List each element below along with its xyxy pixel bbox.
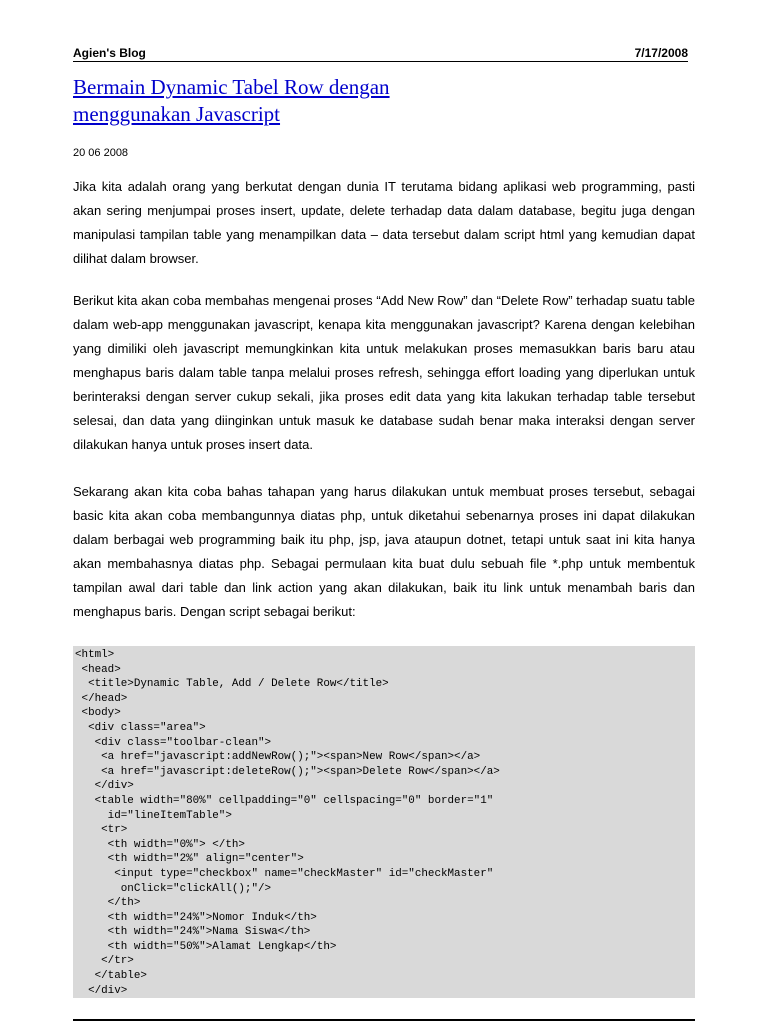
post-date: 20 06 2008 <box>73 147 129 159</box>
code-line: <div class="area"> <box>75 721 206 734</box>
code-block <box>73 646 695 998</box>
code-line: <div class="toolbar-clean"> <box>75 736 272 749</box>
paragraph-2: Berikut kita akan coba membahas mengenai proses “Add New Row” dan “Delete Row” terhadap suatu table dalam web-app menggunakan javascript, kenapa kita menggunakan javascript? Karena dengan kelebihan yang dimiliki oleh javascript memungkinkan kita untuk melakukan proses memasukkan baris baru atau menghapus baris dalam table tanpa melalui proses refresh, sehingga effort loading yang diperlukan untuk berinteraksi dengan server cukup sekali, jika proses edit data yang kita lakukan terhadap table tersebut selesai, dan data yang diinginkan untuk masuk ke database sudah benar maka interaksi dengan server dilakukan hanya untuk proses insert data. <box>73 293 695 452</box>
code-line: <a href="javascript:addNewRow();"><span>New Row</span></a> <box>75 751 481 764</box>
header-date: 7/17/2008 <box>634 46 688 60</box>
code-line: <a href="javascript:deleteRow();"><span>Delete Row</span></a> <box>75 765 500 778</box>
paragraph-3: Sekarang akan kita coba bahas tahapan yang harus dilakukan untuk membuat proses tersebut, sebagai basic kita akan coba membangunnya diatas php, untuk diketahui sebenarnya proses ini dapat dilakukan dalam berbagai web programming baik itu php, jsp, java ataupun dotnet, tetapi untuk saat ini kita hanya akan membahasnya diatas php. Sebagai permulaan kita buat dulu sebuah file *.php untuk membentuk tampilan awal dari table dan link action yang akan dilakukan, baik itu link untuk menambah baris dan menghapus baris. Dengan script sebagai berikut: <box>73 484 695 619</box>
code-line: <html> <box>75 649 115 661</box>
code-line: <title>Dynamic Table, Add / Delete Row</title> <box>75 678 389 691</box>
code-line: </tr> <box>75 955 134 968</box>
code-line: </head> <box>75 692 128 705</box>
code-line: onClick="clickAll();"/> <box>75 882 272 895</box>
paragraph-1: Jika kita adalah orang yang berkutat dengan dunia IT terutama bidang aplikasi web programming, pasti akan sering menjumpai proses insert, update, delete terhadap data dalam database, begitu juga dengan manipulasi tampilan table yang menampilkan data – data tersebut dalam script html yang kemudian dapat dilihat dalam browser. <box>73 179 695 266</box>
footer-divider <box>73 1019 695 1021</box>
code-line: <th width="24%">Nomor Induk</th> <box>75 911 317 924</box>
code-line: </div> <box>75 984 128 997</box>
code-line: <table width="80%" cellpadding="0" cellspacing="0" border="1" <box>75 794 494 807</box>
code-line: <th width="2%" align="center"> <box>75 853 304 866</box>
code-line: </th> <box>75 897 141 910</box>
code-line: <th width="0%"> </th> <box>75 838 245 851</box>
post-title-line-1: Bermain Dynamic Tabel Row dengan <box>73 75 390 99</box>
post-title-line-2: menggunakan Javascript <box>73 102 281 126</box>
code-line: <head> <box>75 663 121 676</box>
post-title-link[interactable] <box>73 74 633 128</box>
code-line: </div> <box>75 780 134 793</box>
running-header <box>73 46 688 62</box>
code-line: <th width="50%">Alamat Lengkap</th> <box>75 940 337 953</box>
code-line: <body> <box>75 707 121 720</box>
blog-name: Agien's Blog <box>73 46 146 60</box>
code-line: </table> <box>75 970 147 983</box>
code-line: id="lineItemTable"> <box>75 809 232 822</box>
code-line: <input type="checkbox" name="checkMaster" id="checkMaster" <box>75 867 494 880</box>
code-line: <th width="24%">Nama Siswa</th> <box>75 926 311 939</box>
code-line: <tr> <box>75 824 128 837</box>
